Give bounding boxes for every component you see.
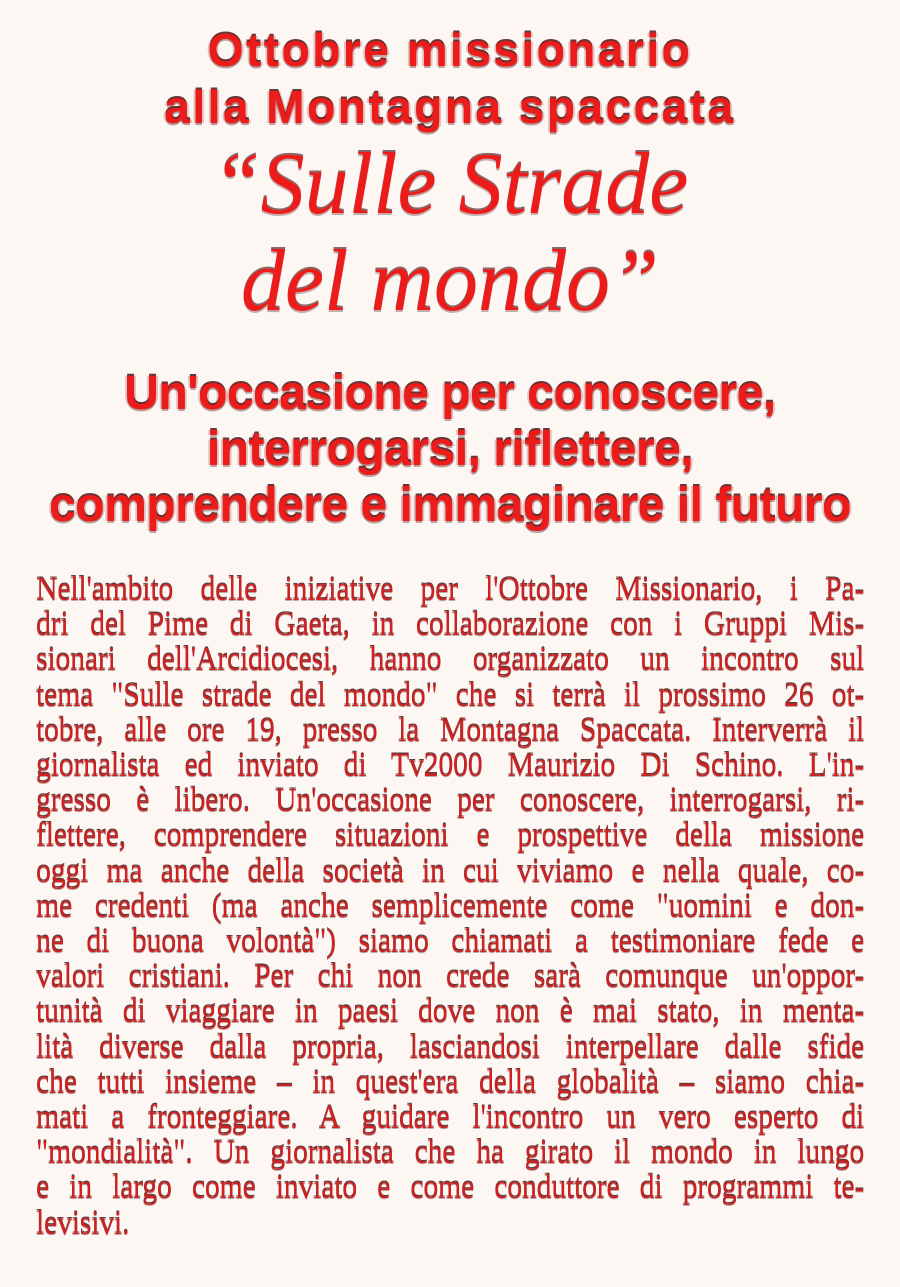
main-title-line2: del mondo” bbox=[241, 233, 659, 330]
body-line: mati a fronteggiare. A guidare l'incontro un vero esperto di bbox=[36, 1099, 865, 1137]
body-paragraph bbox=[36, 572, 864, 1241]
event-heading-line2: alla Montagna spaccata bbox=[164, 81, 736, 133]
body-line: valori cristiani. Per chi non crede sarà comunque un'oppor- bbox=[36, 958, 865, 996]
flyer-page bbox=[0, 22, 900, 1287]
body-line: dri del Pime di Gaeta, in collaborazione con i Gruppi Mis- bbox=[36, 606, 865, 644]
body-line: gresso è libero. Un'occasione per conoscere, interrogarsi, ri- bbox=[36, 782, 865, 820]
body-line: lità diverse dalla propria, lasciandosi interpellare dalle sfide bbox=[36, 1028, 865, 1066]
subtitle-line1: Un'occasione per conoscere, bbox=[124, 367, 776, 420]
body-line: me credenti (ma anche semplicemente come "uomini e don- bbox=[36, 887, 865, 925]
body-line: che tutti insieme – in quest'era della globalità – siamo chia- bbox=[36, 1063, 865, 1101]
body-line: tunità di viaggiare in paesi dove non è mai stato, in menta- bbox=[36, 993, 865, 1031]
event-heading-line1: Ottobre missionario bbox=[207, 24, 693, 76]
subtitle-line3: comprendere e immaginare il futuro bbox=[49, 479, 851, 532]
body-line: levisivi. bbox=[36, 1204, 130, 1242]
main-title-line1: “Sulle Strade bbox=[211, 136, 689, 233]
body-line: tema "Sulle strade del mondo" che si terrà il prossimo 26 ot- bbox=[36, 676, 865, 714]
event-heading bbox=[0, 22, 900, 136]
body-line: "mondialità". Un giornalista che ha girato il mondo in lungo bbox=[36, 1134, 865, 1172]
subtitle bbox=[0, 366, 900, 534]
body-line: oggi ma anche della società in cui viviamo e nella quale, co- bbox=[36, 852, 865, 890]
subtitle-line2: interrogarsi, riflettere, bbox=[206, 423, 694, 476]
body-line: ne di buona volontà") siamo chiamati a testimoniare fede e bbox=[36, 923, 865, 961]
body-line: tobre, alle ore 19, presso la Montagna Spaccata. Interverrà il bbox=[36, 711, 865, 749]
body-line: e in largo come inviato e come conduttore di programmi te- bbox=[36, 1169, 865, 1207]
body-line: sionari dell'Arcidiocesi, hanno organizzato un incontro sul bbox=[36, 641, 865, 679]
body-line: Nell'ambito delle iniziative per l'Ottobre Missionario, i Pa- bbox=[36, 571, 865, 608]
main-title bbox=[0, 136, 900, 330]
body-line: giornalista ed inviato di Tv2000 Maurizio Di Schino. L'in- bbox=[36, 747, 865, 785]
body-line: flettere, comprendere situazioni e prospettive della missione bbox=[36, 817, 865, 855]
